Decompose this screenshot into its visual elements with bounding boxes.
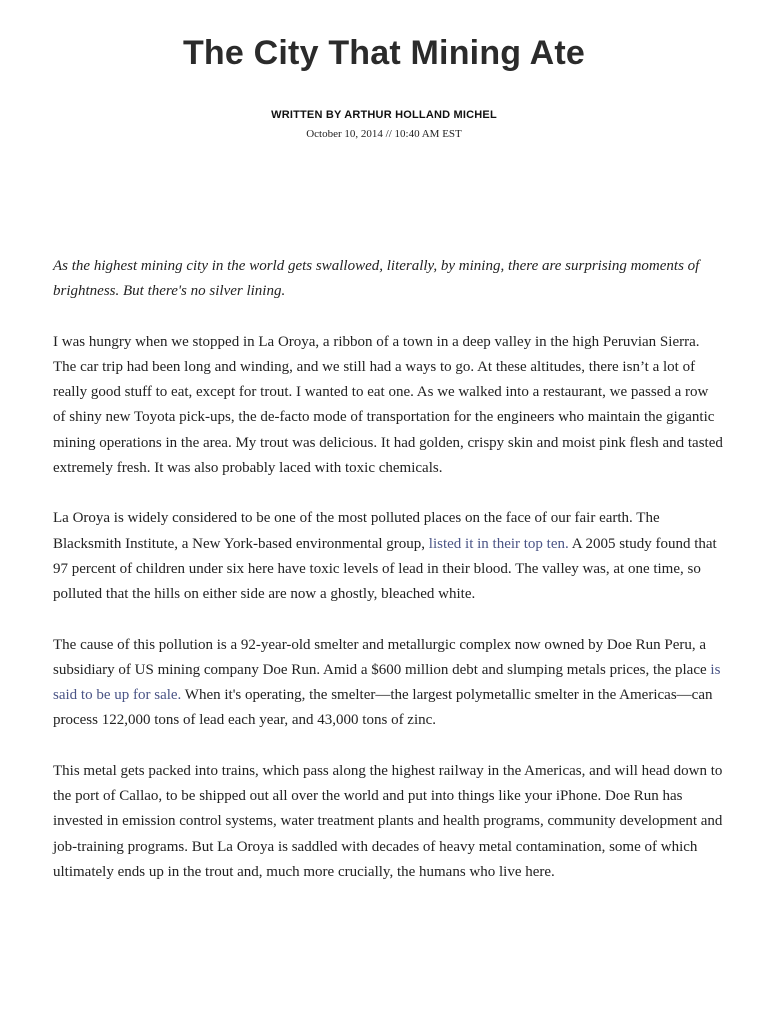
article-dek: As the highest mining city in the world gets swallowed, literally, by mining, there are surprising moments of brightness. But there's no silver lining. bbox=[53, 258, 700, 300]
body-paragraph-1: I was hungry when we stopped in La Oroya, a ribbon of a town in a deep valley in the high Peruvian Sierra. The car trip had been long and winding, and we still had a ways to go. At these altitudes, there isn’t a lot of really good stuff to eat, except for trout. I wanted to eat one. As we walked into a restaurant, we passed a row of shiny new Toyota pick-ups, the de-facto mode of transportation for the engineers who maintain the gigantic mining operations in the area. My trout was delicious. It had golden, crispy skin and moist pink flesh and tasted extremely fresh. It was also probably laced with toxic chemicals. bbox=[53, 333, 723, 477]
paragraph-3-text-start: The cause of this pollution is a 92-year-old smelter and metallurgic complex now owned by Doe Run Peru, a subsidiary of US mining company Doe Run. Amid a $600 million debt and slumping metals prices, the place bbox=[53, 636, 711, 678]
article-title: The City That Mining Ate bbox=[182, 34, 586, 72]
body-paragraph-4: This metal gets packed into trains, which pass along the highest railway in the Americas, and will head down to the port of Callao, to be shipped out all over the world and put into things like your iPhone. Doe Run has invested in emission control systems, water treatment plants and health programs, community development and job-training programs. But La Oroya is saddled with decades of heavy metal contamination, some of which ultimately ends up in the trout and, much more crucially, the humans who live here. bbox=[53, 762, 723, 880]
paragraph-2-text-start: La Oroya is widely considered to be one of the most polluted places on the face of our fair earth. The Blacksmith Institute, a New York-based environmental group, bbox=[53, 510, 660, 552]
body-paragraph-3 bbox=[53, 633, 723, 734]
article-dateline: October 10, 2014 // 10:40 AM EST bbox=[306, 128, 462, 140]
up-for-sale-link[interactable]: is said to be up for sale. bbox=[53, 661, 721, 704]
article-body bbox=[53, 254, 723, 910]
paragraph-3-text-end: When it's operating, the smelter—the largest polymetallic smelter in the Americas—can process 122,000 tons of lead each year, and 43,000 tons of zinc. bbox=[53, 687, 713, 729]
top-ten-link[interactable]: listed it in their top ten. bbox=[428, 535, 569, 552]
body-paragraph-2 bbox=[53, 506, 723, 607]
article-byline: WRITTEN BY ARTHUR HOLLAND MICHEL bbox=[271, 109, 497, 121]
paragraph-2-text-end: A 2005 study found that 97 percent of children under six here have toxic levels of lead in their blood. The valley was, at one time, so polluted that the hills on either side are now a ghostly, bleached white. bbox=[53, 535, 717, 603]
